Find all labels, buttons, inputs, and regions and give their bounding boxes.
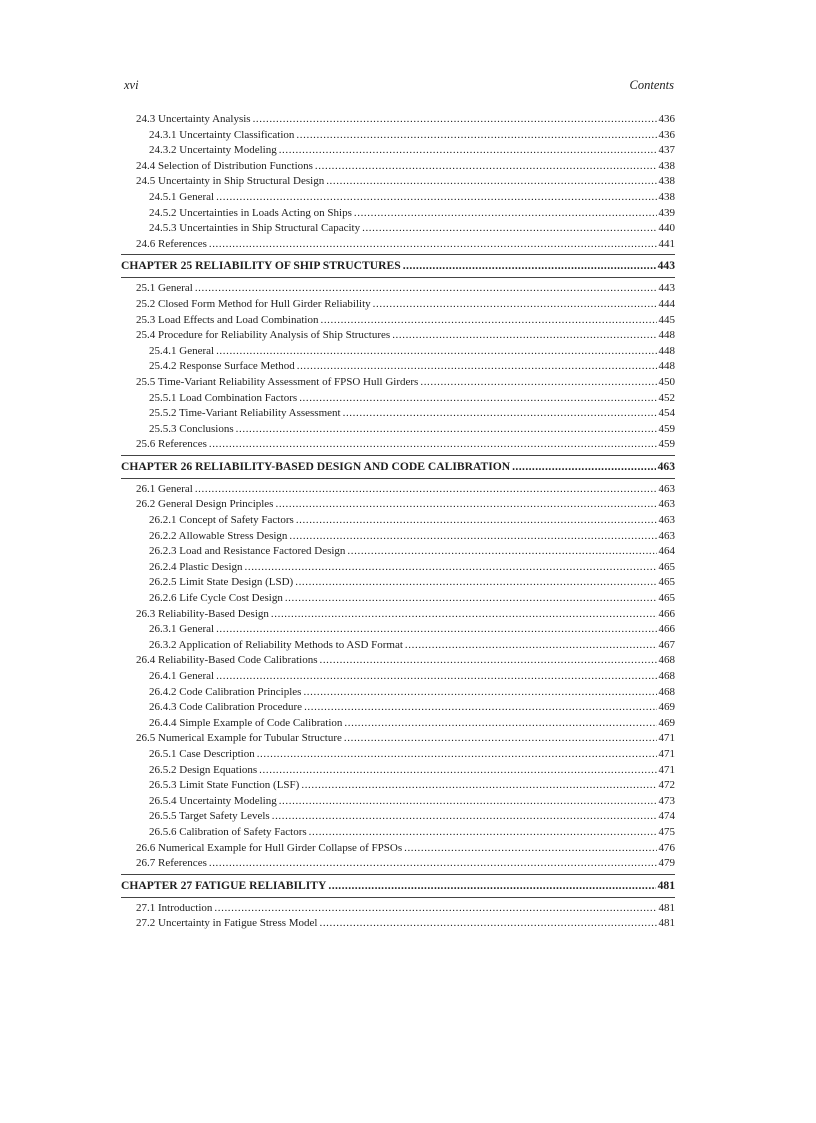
- toc-entry-title: 25.4.2 Response Surface Method: [149, 360, 295, 373]
- toc-entry[interactable]: [121, 638, 675, 654]
- toc-entry-page: 469: [658, 716, 675, 729]
- toc-entry-title: 24.5.2 Uncertainties in Loads Acting on Ships: [149, 206, 352, 219]
- toc-entry[interactable]: [121, 128, 675, 144]
- toc-entry[interactable]: [121, 344, 675, 360]
- toc-entry[interactable]: [121, 716, 675, 732]
- toc-entry-page: 471: [658, 732, 675, 745]
- toc-entry-title: 25.1 General: [136, 282, 193, 295]
- toc-entry-title: 26.2.4 Plastic Design: [149, 560, 243, 573]
- toc-entry[interactable]: [121, 669, 675, 685]
- toc-entry-title: 27.2 Uncertainty in Fatigue Stress Model: [136, 917, 318, 930]
- toc-entry[interactable]: [121, 544, 675, 560]
- toc-entry[interactable]: [121, 560, 675, 576]
- toc-entry-page: 444: [658, 297, 675, 310]
- toc-entry[interactable]: [121, 747, 675, 763]
- toc-entry-title: 25.5.1 Load Combination Factors: [149, 391, 298, 404]
- toc-entry[interactable]: [121, 328, 675, 344]
- toc-entry-title: 25.4 Procedure for Reliability Analysis of Ship Structures: [136, 329, 391, 342]
- toc-entry-page: 469: [658, 701, 675, 714]
- toc-entry-page: 468: [658, 670, 675, 682]
- toc-entry-page: 465: [658, 576, 675, 589]
- toc-entry-title: 26.4.4 Simple Example of Code Calibration: [149, 716, 343, 729]
- toc-entry-page: 466: [658, 607, 675, 620]
- toc-entry-page: 474: [658, 810, 675, 823]
- toc-entry-page: 441: [658, 237, 675, 250]
- toc-entry[interactable]: [121, 174, 675, 190]
- toc-entry-title: 25.3 Load Effects and Load Combination: [136, 313, 319, 326]
- toc-entry[interactable]: [121, 406, 675, 422]
- toc-entry-title: 26.2 General Design Principles: [136, 498, 274, 511]
- toc-entry[interactable]: [121, 422, 675, 438]
- toc-entry[interactable]: [121, 700, 675, 716]
- toc-entry[interactable]: [121, 901, 675, 917]
- toc-chapter-title: CHAPTER 25 RELIABILITY OF SHIP STRUCTURES: [121, 259, 401, 273]
- toc-entry[interactable]: [121, 190, 675, 206]
- toc-chapter-page: 463: [657, 459, 675, 473]
- toc-entry-page: 445: [658, 313, 675, 326]
- toc-entry[interactable]: [121, 281, 675, 297]
- toc-entry-title: 26.2.5 Limit State Design (LSD): [149, 576, 294, 589]
- toc-entry[interactable]: [121, 482, 675, 498]
- toc-entry-page: 465: [658, 560, 675, 573]
- toc-entry-title: 26.1 General: [136, 482, 193, 495]
- toc-entry-page: 463: [658, 514, 675, 527]
- toc-entry-title: 26.3.2 Application of Reliability Methods to ASD Format: [149, 638, 403, 651]
- toc-entry-page: 440: [658, 222, 675, 235]
- toc-entry-title: 25.5.3 Conclusions: [149, 422, 234, 435]
- toc-entry-title: 26.3.1 General: [149, 623, 215, 636]
- toc-entry[interactable]: [121, 841, 675, 857]
- toc-entry-title: 24.3 Uncertainty Analysis: [136, 113, 251, 125]
- toc-entry-title: 26.7 References: [136, 857, 207, 870]
- toc-entry-title: 26.2.2 Allowable Stress Design: [149, 529, 288, 542]
- toc-entry-title: 26.5.2 Design Equations: [149, 763, 258, 776]
- toc-entry-title: 26.4.2 Code Calibration Principles: [149, 685, 302, 698]
- toc-entry-page: 481: [658, 917, 675, 930]
- toc-entry[interactable]: [121, 497, 675, 513]
- toc-entry-page: 436: [658, 113, 675, 125]
- toc-entry-page: 466: [658, 623, 675, 636]
- toc-entry[interactable]: [121, 237, 675, 253]
- toc-entry-page: 454: [658, 407, 675, 420]
- toc-entry[interactable]: [121, 437, 675, 453]
- toc-entry-title: 26.4.3 Code Calibration Procedure: [149, 701, 303, 714]
- toc-entry[interactable]: [121, 685, 675, 701]
- toc-entry-page: 437: [658, 144, 675, 157]
- toc-entry-page: 463: [658, 498, 675, 511]
- toc-entry-page: 475: [658, 825, 675, 838]
- toc-entry[interactable]: [121, 143, 675, 159]
- toc-entry[interactable]: [121, 778, 675, 794]
- toc-chapter-title: CHAPTER 27 FATIGUE RELIABILITY: [121, 878, 327, 892]
- toc-entry-title: 24.4 Selection of Distribution Functions: [136, 159, 313, 172]
- toc-entry-page: 436: [658, 128, 675, 141]
- toc-entry-page: 448: [658, 329, 675, 342]
- toc-entry-title: 24.3.1 Uncertainty Classification: [149, 128, 295, 141]
- toc-entry-page: 463: [658, 482, 675, 495]
- toc-entry-page: 448: [658, 360, 675, 373]
- toc-entry-page: 479: [658, 857, 675, 870]
- toc-entry-title: 25.6 References: [136, 438, 207, 451]
- toc-entry-page: 438: [658, 190, 675, 203]
- toc-entry[interactable]: [121, 513, 675, 529]
- toc-entry-title: 24.3.2 Uncertainty Modeling: [149, 144, 277, 157]
- table-of-contents: [121, 112, 675, 932]
- toc-entry[interactable]: [121, 112, 675, 128]
- toc-entry[interactable]: [121, 206, 675, 222]
- toc-entry-page: 464: [658, 545, 675, 558]
- toc-entry[interactable]: [121, 313, 675, 329]
- toc-entry-page: 476: [658, 841, 675, 854]
- toc-entry[interactable]: [121, 607, 675, 623]
- toc-entry[interactable]: [121, 359, 675, 375]
- toc-entry-title: 26.2.3 Load and Resistance Factored Design: [149, 545, 346, 558]
- toc-entry-page: 472: [658, 779, 675, 792]
- toc-entry-title: 26.5.6 Calibration of Safety Factors: [149, 825, 307, 838]
- toc-entry-title: 26.2.6 Life Cycle Cost Design: [149, 592, 283, 605]
- toc-entry-page: 465: [658, 592, 675, 605]
- toc-chapter-title: CHAPTER 26 RELIABILITY-BASED DESIGN AND CODE CALIBRATION: [121, 459, 511, 473]
- running-title: Contents: [629, 78, 674, 92]
- toc-entry-title: 25.4.1 General: [149, 344, 215, 357]
- toc-chapter-heading[interactable]: [121, 874, 675, 898]
- toc-entry[interactable]: [121, 575, 675, 591]
- toc-entry-title: 24.5 Uncertainty in Ship Structural Design: [136, 175, 325, 188]
- toc-entry-title: 26.2.1 Concept of Safety Factors: [149, 514, 294, 527]
- toc-entry-title: 26.5.5 Target Safety Levels: [149, 810, 270, 823]
- toc-entry[interactable]: [121, 391, 675, 407]
- page-header: [124, 78, 674, 94]
- toc-entry-title: 25.5 Time-Variant Reliability Assessment of FPSO Hull Girders: [136, 375, 419, 388]
- toc-entry-page: 459: [658, 422, 675, 435]
- toc-entry-page: 438: [658, 175, 675, 188]
- toc-entry-page: 452: [658, 391, 675, 404]
- toc-chapter-heading[interactable]: [121, 455, 675, 479]
- toc-entry[interactable]: [121, 916, 675, 932]
- toc-chapter-heading[interactable]: [121, 254, 675, 278]
- toc-entry-title: 26.5.4 Uncertainty Modeling: [149, 794, 277, 807]
- toc-entry-page: 468: [658, 654, 675, 667]
- toc-entry-title: 26.5 Numerical Example for Tubular Structure: [136, 732, 342, 745]
- toc-entry-title: 26.3 Reliability-Based Design: [136, 607, 269, 620]
- toc-entry-page: 438: [658, 159, 675, 172]
- toc-entry[interactable]: [121, 297, 675, 313]
- toc-entry[interactable]: [121, 809, 675, 825]
- toc-chapter-page: 443: [657, 259, 675, 273]
- toc-entry[interactable]: [121, 825, 675, 841]
- toc-entry-title: 25.2 Closed Form Method for Hull Girder Reliability: [136, 297, 371, 310]
- toc-entry-page: 468: [658, 685, 675, 698]
- toc-entry[interactable]: [121, 529, 675, 545]
- toc-entry[interactable]: [121, 856, 675, 872]
- toc-entry-title: 26.4 Reliability-Based Code Calibrations: [136, 654, 318, 667]
- toc-entry-page: 459: [658, 438, 675, 451]
- toc-entry-page: 448: [658, 344, 675, 357]
- toc-entry[interactable]: [121, 159, 675, 175]
- toc-entry[interactable]: [121, 653, 675, 669]
- toc-entry-page: 471: [658, 763, 675, 776]
- toc-chapter-page: 481: [657, 878, 675, 892]
- toc-entry[interactable]: [121, 763, 675, 779]
- toc-entry[interactable]: [121, 591, 675, 607]
- toc-entry-page: 463: [658, 529, 675, 542]
- toc-entry-title: 26.5.1 Case Description: [149, 747, 255, 760]
- toc-entry-title: 27.1 Introduction: [136, 901, 213, 914]
- toc-entry[interactable]: [121, 731, 675, 747]
- toc-entry-title: 26.5.3 Limit State Function (LSF): [149, 779, 300, 792]
- toc-entry-title: 26.4.1 General: [149, 670, 215, 682]
- toc-entry-page: 473: [658, 794, 675, 807]
- toc-entry[interactable]: [121, 794, 675, 810]
- toc-entry-title: 24.5.1 General: [149, 190, 215, 203]
- toc-entry-page: 439: [658, 206, 675, 219]
- toc-entry-title: 25.5.2 Time-Variant Reliability Assessment: [149, 407, 341, 420]
- toc-entry-title: 24.5.3 Uncertainties in Ship Structural Capacity: [149, 222, 361, 235]
- toc-entry[interactable]: [121, 375, 675, 391]
- toc-entry-title: 24.6 References: [136, 237, 207, 250]
- toc-entry[interactable]: [121, 221, 675, 237]
- toc-entry-page: 471: [658, 747, 675, 760]
- page-number: xvi: [124, 78, 139, 92]
- toc-entry-page: 443: [658, 282, 675, 295]
- toc-entry-title: 26.6 Numerical Example for Hull Girder Collapse of FPSOs: [136, 841, 403, 854]
- toc-entry-page: 481: [658, 901, 675, 914]
- toc-entry-page: 450: [658, 375, 675, 388]
- toc-entry[interactable]: [121, 622, 675, 638]
- toc-entry-page: 467: [658, 638, 675, 651]
